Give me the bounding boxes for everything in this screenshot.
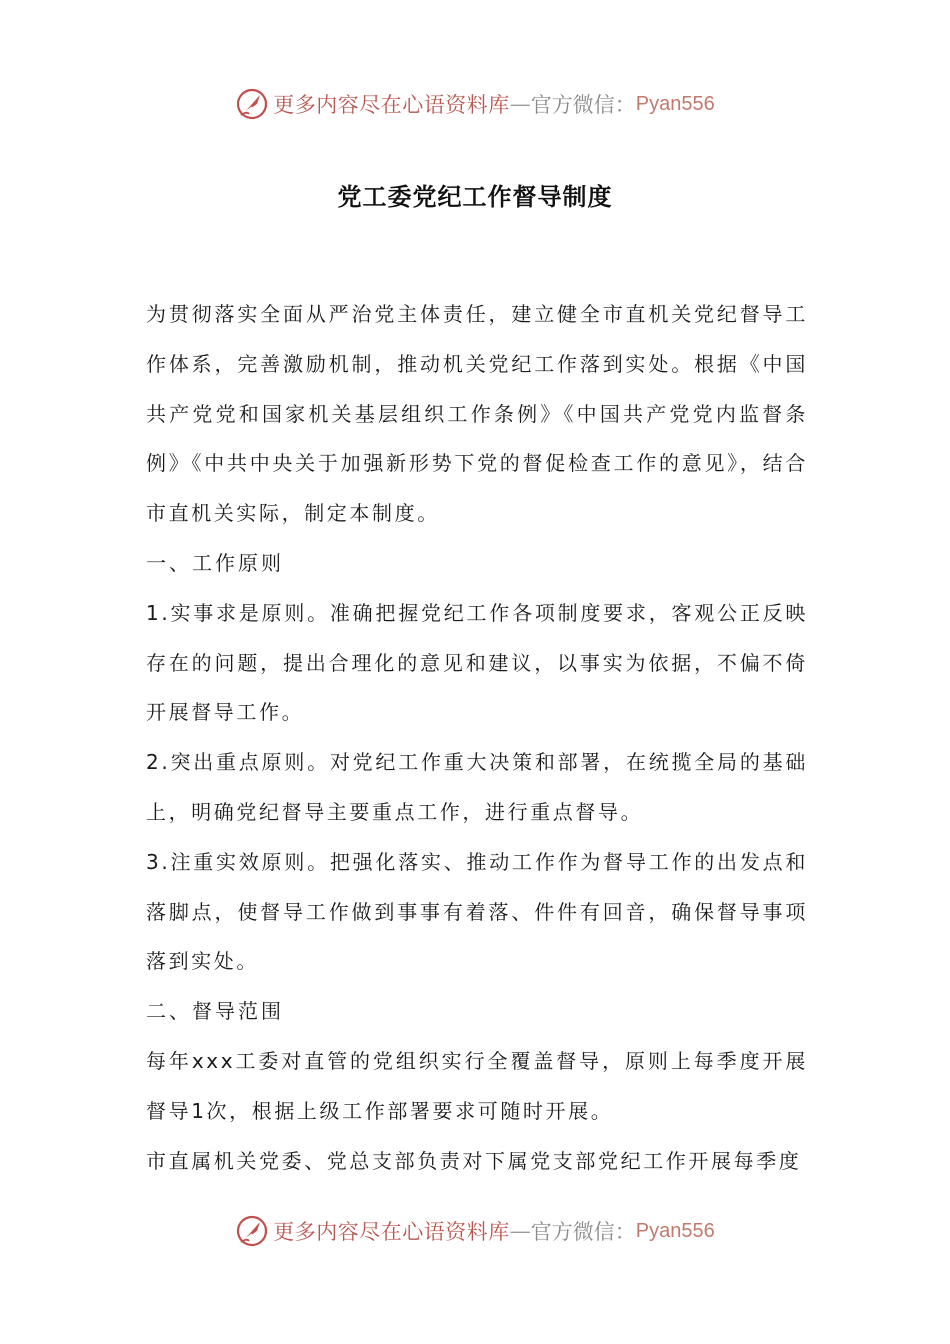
watermark-contact-id: Pyan556 bbox=[635, 92, 715, 115]
intro-paragraph: 为贯彻落实全面从严治党主体责任，建立健全市直机关党纪督导工作体系，完善激励机制，推动机关党纪工作落到实处。根据《中国共产党党和国家机关基层组织工作条例》《中国共产党党内监督条例》《中共中央关于加强新形势下党的督促检查工作的意见》，结合市直机关实际，制定本制度。 bbox=[146, 302, 808, 526]
section-heading-scope: 二、督导范围 bbox=[146, 999, 284, 1024]
watermark-contact-label: 官方微信： bbox=[530, 93, 636, 117]
scope-paragraph-1: 每年xxx工委对直管的党组织实行全覆盖督导，原则上每季度开展督导1次，根据上级工作部署要求可随时开展。 bbox=[146, 1048, 808, 1123]
principle-item-1: 1.实事求是原则。准确把握党纪工作各项制度要求，客观公正反映存在的问题，提出合理化的意见和建议，以事实为依据，不偏不倚开展督导工作。 bbox=[146, 600, 808, 725]
principle-item-2: 2.突出重点原则。对党纪工作重大决策和部署，在统揽全局的基础上，明确党纪督导主要重点工作，进行重点督导。 bbox=[146, 750, 808, 824]
watermark-contact-label: 官方微信： bbox=[530, 1220, 636, 1244]
watermark-brand-text: 更多内容尽在心语资料库 bbox=[273, 1220, 510, 1244]
principle-item-3: 3.注重实效原则。把强化落实、推动工作作为督导工作的出发点和落脚点，使督导工作做到事事有着落、件件有回音，确保督导事项落到实处。 bbox=[146, 849, 808, 974]
watermark-footer bbox=[0, 1211, 950, 1251]
document-body bbox=[146, 290, 808, 1186]
watermark-dash: — bbox=[509, 1219, 531, 1243]
watermark-header bbox=[0, 84, 950, 124]
watermark-dash: — bbox=[509, 92, 531, 116]
scope-paragraph-2: 市直属机关党委、党总支部负责对下属党支部党纪工作开展每季度 bbox=[146, 1148, 802, 1173]
document-title: 党工委党纪工作督导制度 bbox=[337, 183, 613, 211]
watermark-brand-text: 更多内容尽在心语资料库 bbox=[273, 93, 510, 117]
watermark-contact-id: Pyan556 bbox=[635, 1219, 715, 1242]
section-heading-principles: 一、工作原则 bbox=[146, 550, 284, 575]
quill-pen-logo-icon bbox=[235, 87, 269, 121]
quill-pen-logo-icon bbox=[235, 1214, 269, 1248]
